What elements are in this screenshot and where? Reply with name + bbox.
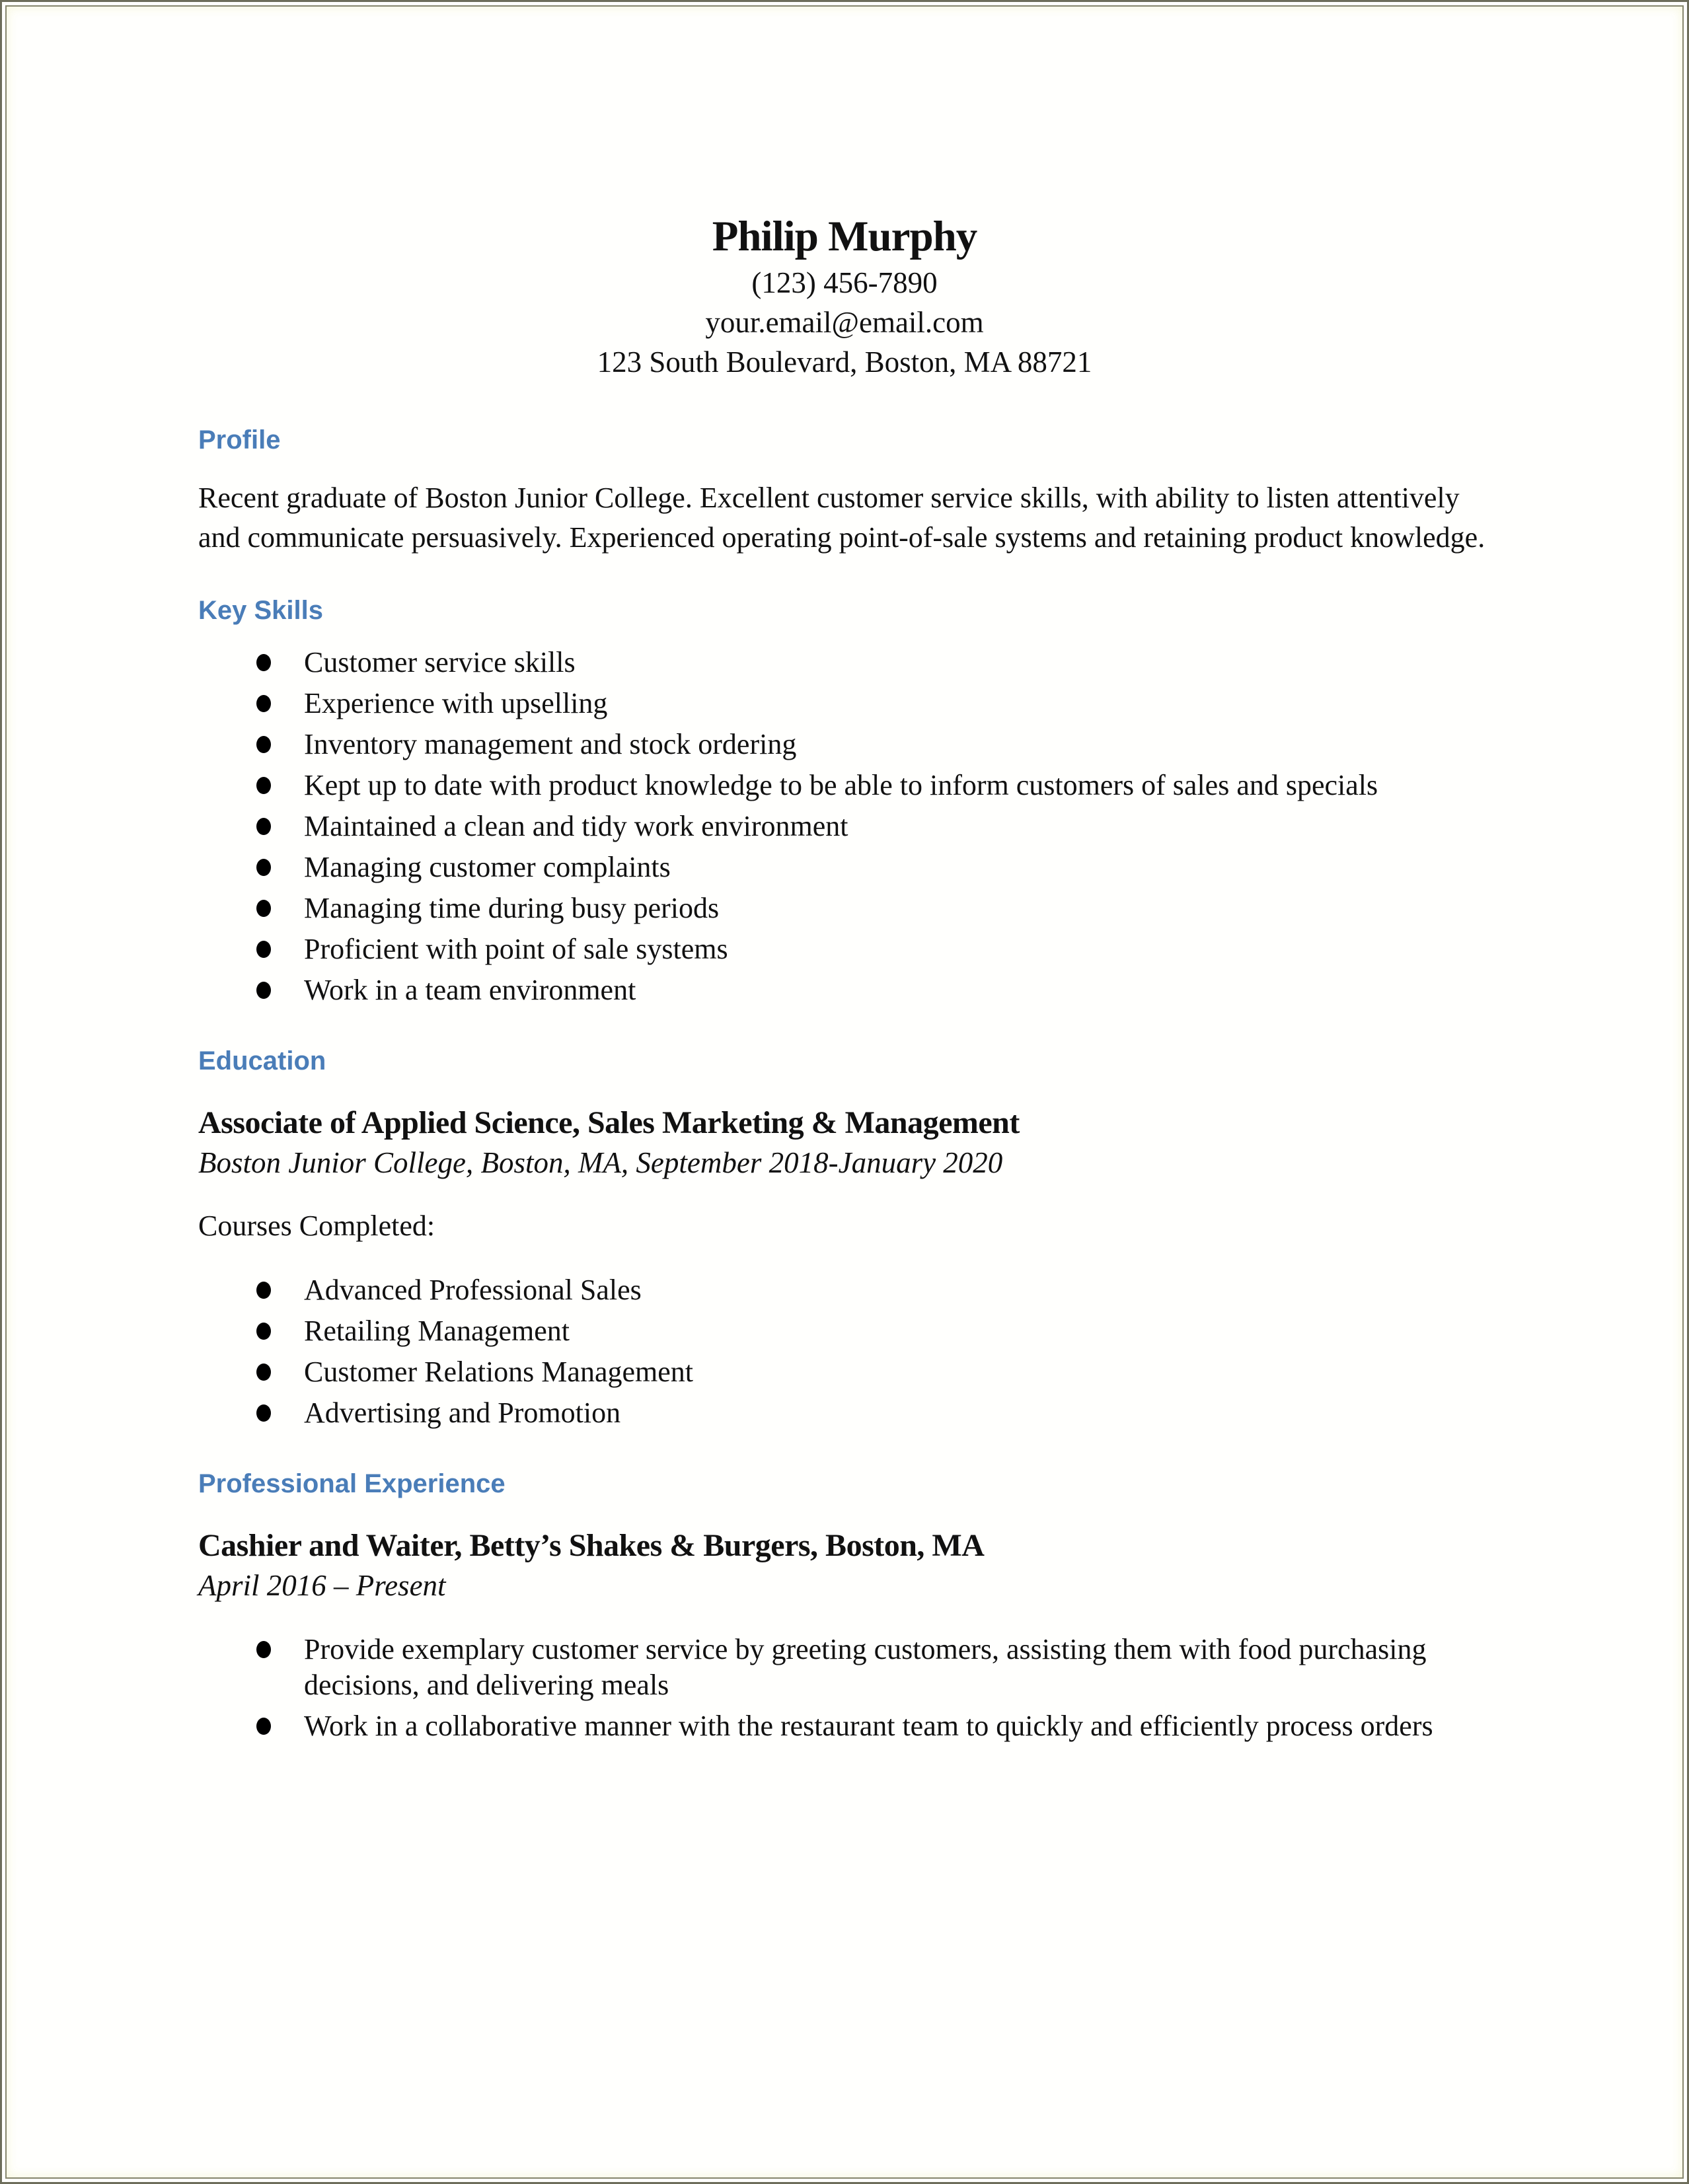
phone-number: (123) 456-7890 (751, 266, 938, 299)
experience-text: Work in a collaborative manner with the restaurant team to quickly and efficiently process orders (304, 1710, 1433, 1742)
bullet-icon (256, 941, 271, 958)
course-item (198, 1313, 1491, 1349)
experience-item (198, 1708, 1491, 1744)
job-dates: April 2016 – Present (198, 1569, 446, 1602)
experience-item (198, 1632, 1491, 1703)
bullet-icon (256, 777, 271, 794)
skill-item (198, 891, 1491, 926)
school-details: Boston Junior College, Boston, MA, September 2018-January 2020 (198, 1146, 1003, 1179)
skill-text: Inventory management and stock ordering (304, 728, 797, 760)
skill-text: Experience with upselling (304, 687, 608, 719)
skill-text: Proficient with point of sale systems (304, 933, 728, 965)
skill-text: Work in a team environment (304, 974, 636, 1006)
course-text: Retailing Management (304, 1315, 570, 1347)
skill-item (198, 850, 1491, 885)
skill-text: Managing time during busy periods (304, 892, 720, 924)
bullet-icon (256, 1718, 271, 1735)
course-item (198, 1272, 1491, 1308)
candidate-name: Philip Murphy (712, 213, 977, 260)
street-address: 123 South Boulevard, Boston, MA 88721 (597, 346, 1092, 379)
skill-text: Kept up to date with product knowledge to be able to inform customers of sales and specials (304, 769, 1378, 801)
bullet-icon (256, 982, 271, 999)
section-heading-experience: Professional Experience (198, 1469, 506, 1498)
skill-item (198, 972, 1491, 1008)
experience-list (198, 1632, 1491, 1744)
skill-text: Managing customer complaints (304, 851, 671, 883)
experience-text: Provide exemplary customer service by greeting customers, assisting them with food purchasing decisions, and delivering meals (304, 1633, 1427, 1701)
course-text: Advertising and Promotion (304, 1397, 621, 1429)
skill-item (198, 686, 1491, 721)
email-address: your.email@email.com (705, 306, 984, 339)
courses-label: Courses Completed: (198, 1210, 435, 1242)
bullet-icon (256, 654, 271, 671)
bullet-icon (256, 1282, 271, 1299)
course-item (198, 1395, 1491, 1431)
job-title: Cashier and Waiter, Betty’s Shakes & Burgers, Boston, MA (198, 1528, 985, 1563)
bullet-icon (256, 695, 271, 712)
bullet-icon (256, 818, 271, 835)
bullet-icon (256, 1323, 271, 1340)
bullet-icon (256, 1404, 271, 1422)
skill-item (198, 809, 1491, 844)
skill-item (198, 645, 1491, 680)
bullet-icon (256, 1641, 271, 1658)
skill-text: Customer service skills (304, 646, 576, 678)
section-heading-key-skills: Key Skills (198, 596, 324, 625)
key-skills-list (198, 645, 1491, 1008)
profile-summary: Recent graduate of Boston Junior College. Excellent customer service skills, with ability to listen attentively and communicate persuasively. Experienced operating point-of-sale systems and retaining product knowledge. (198, 482, 1485, 554)
course-text: Advanced Professional Sales (304, 1274, 642, 1306)
bullet-icon (256, 736, 271, 753)
courses-list (198, 1272, 1491, 1431)
course-item (198, 1354, 1491, 1390)
section-heading-education: Education (198, 1046, 326, 1075)
skill-text: Maintained a clean and tidy work environment (304, 810, 848, 842)
course-text: Customer Relations Management (304, 1356, 693, 1388)
resume-header (198, 210, 1491, 382)
skill-item (198, 727, 1491, 762)
bullet-icon (256, 859, 271, 876)
bullet-icon (256, 900, 271, 917)
degree-title: Associate of Applied Science, Sales Marketing & Management (198, 1105, 1020, 1140)
bullet-icon (256, 1364, 271, 1381)
skill-item (198, 768, 1491, 803)
skill-item (198, 931, 1491, 967)
section-heading-profile: Profile (198, 425, 281, 455)
